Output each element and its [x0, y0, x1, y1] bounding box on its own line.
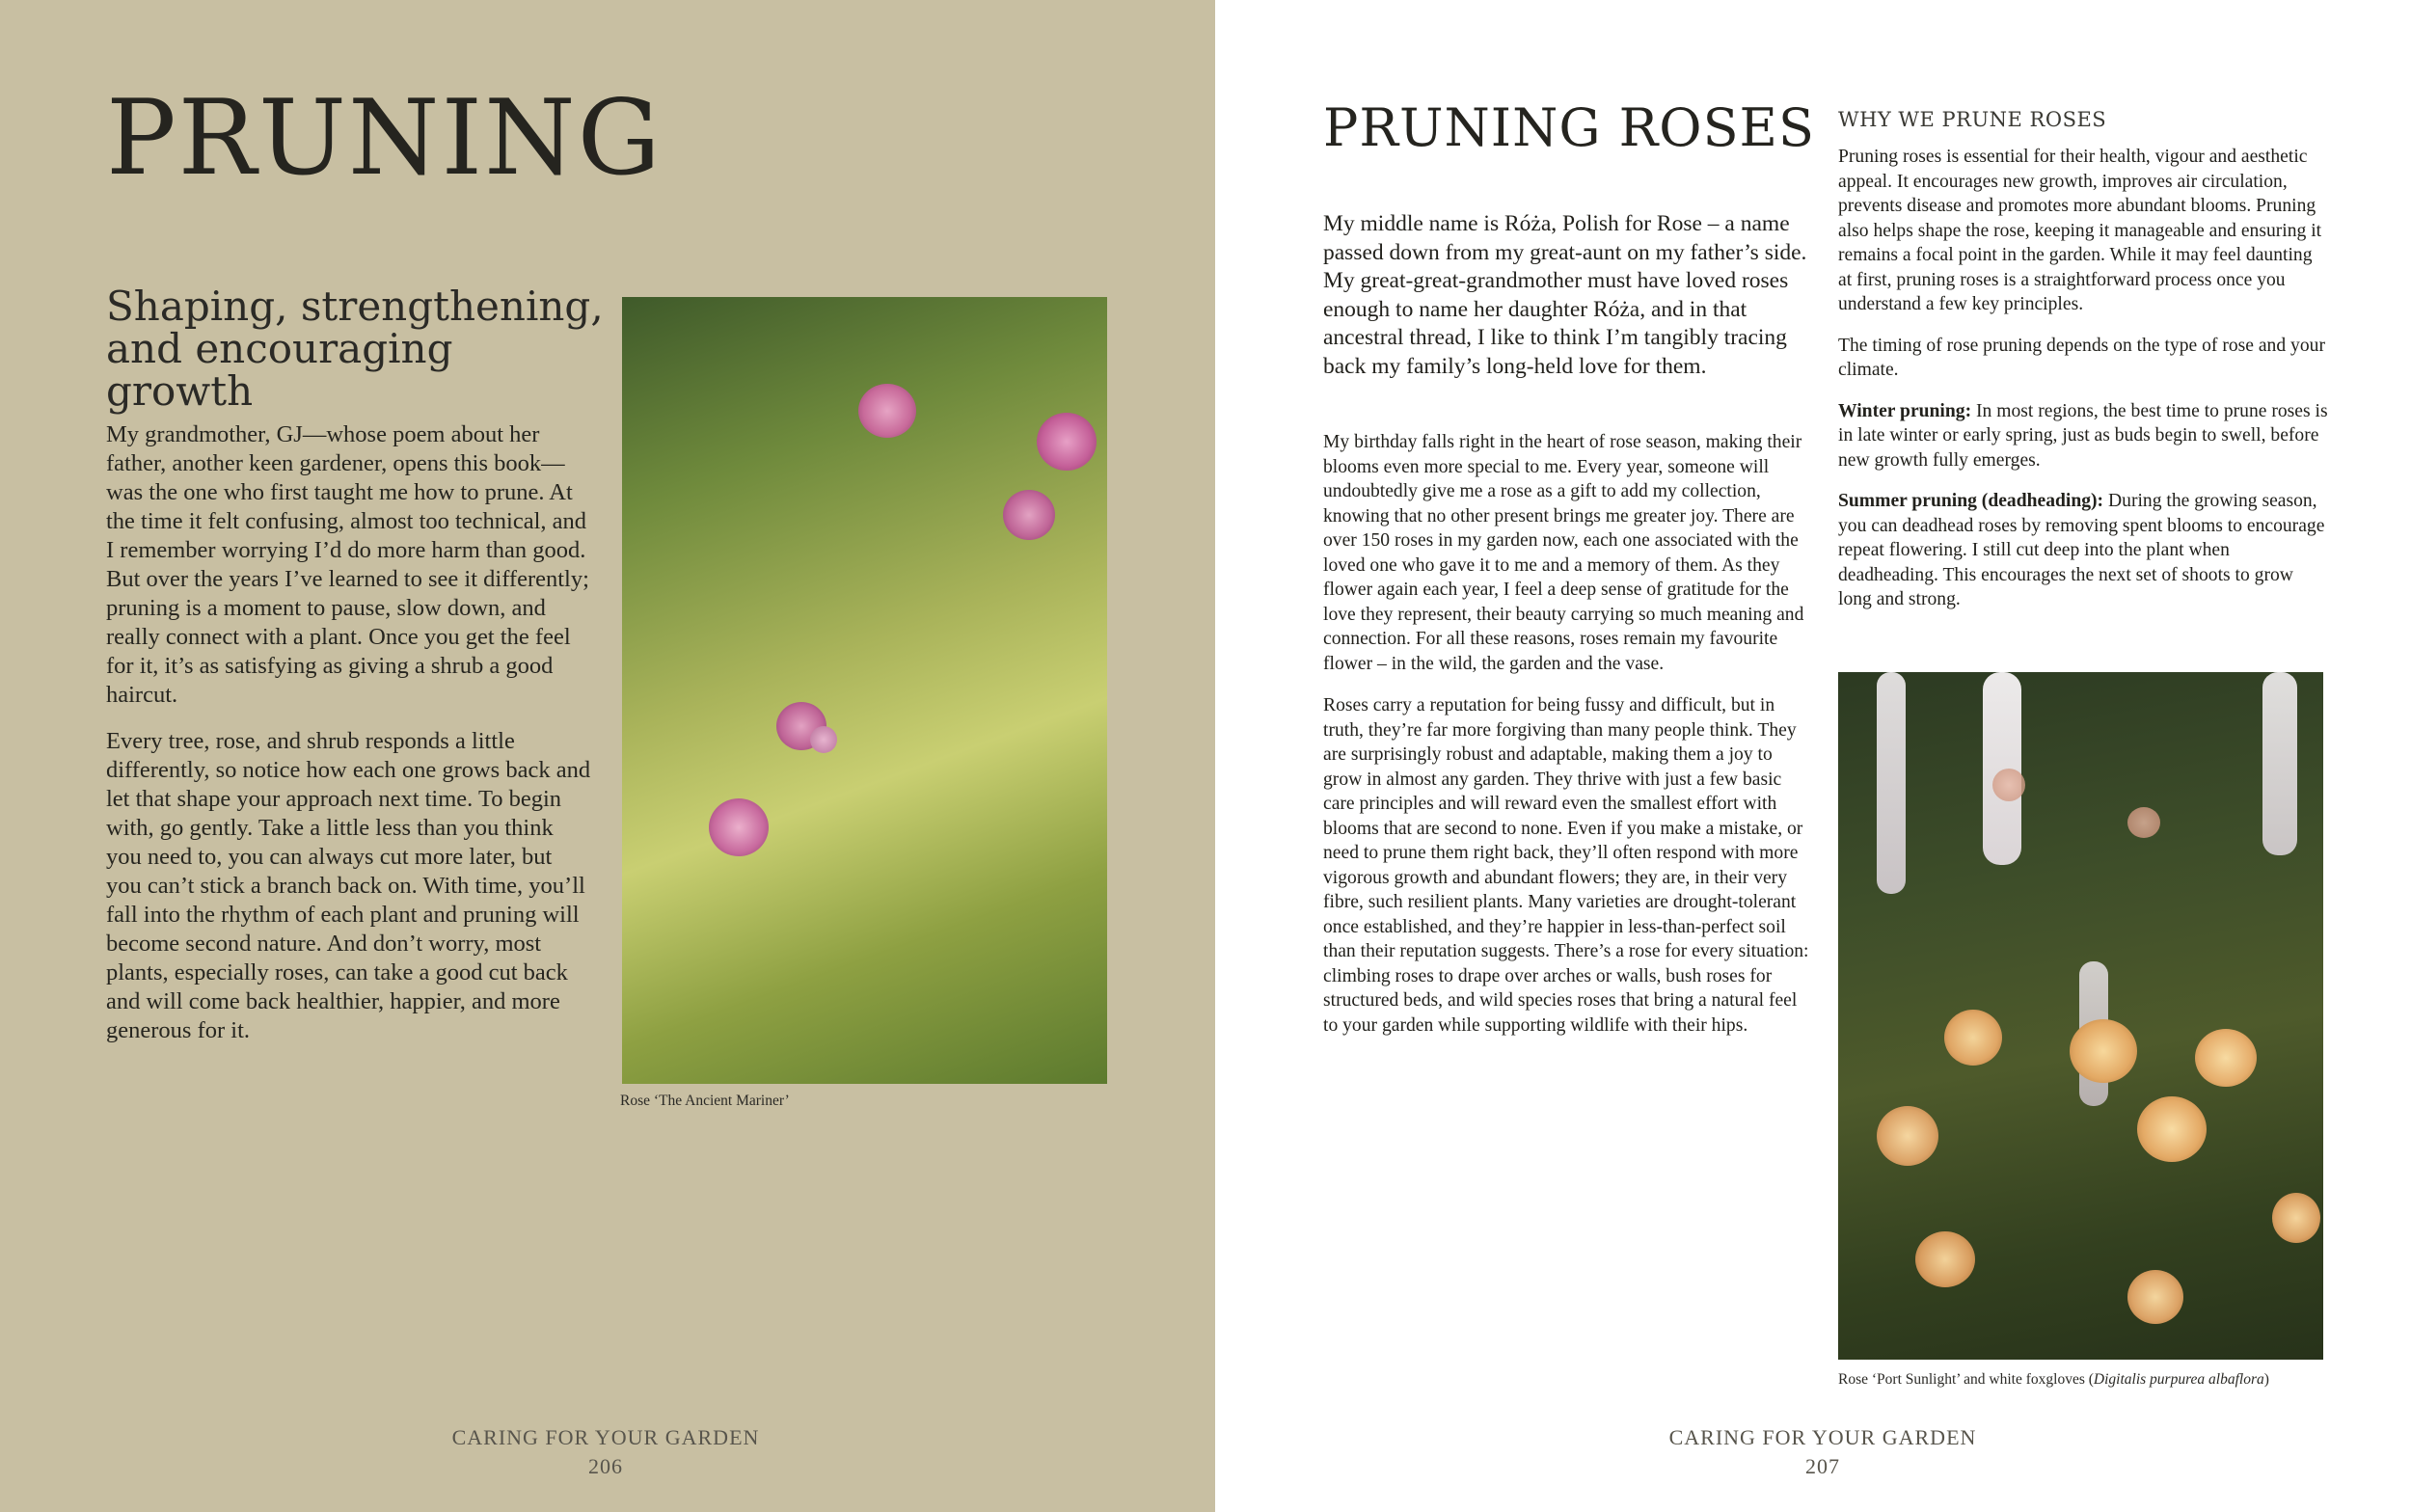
page-number: 207 — [1805, 1454, 1840, 1478]
page-footer — [1630, 1423, 2016, 1481]
summer-text: During the growing season, you can deadhead roses by removing spent blooms to encourage repeat flowering. I still cut deep into the plant when deadheading. This encourages the next set of shoots to grow long and strong. — [1838, 491, 2325, 609]
paragraph: My grandmother, GJ—whose poem about her father, another keen gardener, opens this book—was the one who first taught me how to prune. At the time it felt confusing, almost too technical, and I remember worrying I’d do more harm than good. But over the years I’ve learned to see it differently; pruning is a moment to pause, slow down, and really connect with a plant. Once you get the feel for it, it’s as satisfying as giving a shrub a good haircut. — [106, 421, 589, 708]
photo-caption: Rose ‘The Ancient Mariner’ — [620, 1093, 790, 1109]
right-body-text — [1838, 145, 2330, 629]
paragraph: The timing of rose pruning depends on the type of rose and your climate. — [1838, 335, 2325, 380]
caption-italic: Digitalis purpurea albaflora — [2093, 1371, 2264, 1388]
section-title: PRUNING ROSES — [1323, 97, 1815, 158]
intro-paragraph: My middle name is Róża, Polish for Rose – a name passed down from my great-aunt on my father’s side. My great-great-grandmother must have loved roses enough to name her daughter Róża, and in that ancestral thread, I like to think I’m tangibly tracing back my family’s long-held love for them. — [1323, 211, 1807, 379]
middle-body-text — [1323, 430, 1810, 1055]
page-number: 206 — [588, 1454, 623, 1478]
winter-text: In most regions, the best time to prune roses is in late winter or early spring, just as buds begin to swell, before new growth fully emerges. — [1838, 400, 2328, 471]
paragraph: My birthday falls right in the heart of rose season, making their blooms even more special to me. Every year, someone will undoubtedly give me a rose as a gift to add my collection, knowing that no other present brings me greater joy. There are over 150 roses in my garden now, each one associated with the loved one who gave it to me and a memory of them. As they flower again each year, I feel a deep sense of gratitude for the love they represent, their beauty carrying so much meaning and connection. For all these reasons, roses remain my favourite flower – in the wild, the garden and the vase. — [1323, 432, 1804, 674]
paragraph: Pruning roses is essential for their health, vigour and aesthetic appeal. It encourages new growth, improves air circulation, prevents disease and promotes more abundant blooms. Pruning also helps shape the rose, keeping it manageable and ensuring it remains a focal point in the garden. While it may feel daunting at first, pruning roses is a straightforward process once you understand a few key principles. — [1838, 147, 2322, 314]
footer-section: CARING FOR YOUR GARDEN — [1668, 1425, 1977, 1449]
page-subtitle: Shaping, strengthening, and encouraging growth — [106, 283, 604, 415]
summer-paragraph — [1838, 489, 2330, 612]
left-body-text — [106, 420, 593, 1063]
footer-section: CARING FOR YOUR GARDEN — [451, 1425, 760, 1449]
page-footer — [413, 1423, 799, 1481]
winter-paragraph — [1838, 399, 2330, 473]
rose-photo — [622, 297, 1107, 1084]
summer-label: Summer pruning (deadheading): — [1838, 491, 2104, 511]
paragraph: Roses carry a reputation for being fussy and difficult, but in truth, they’re far more forgiving than many people think. They are surprisingly robust and adaptable, making them a joy to grow in almost any garden. They thrive with just a few basic care principles and will reward even the smallest effort with blooms that are second to none. Even if you make a mistake, or need to prune them right back, they’ll often respond with more vigorous growth and abundant flowers; they are, in their very fibre, such resilient plants. Many varieties are drought-tolerant once established, and they’re happier in less-than-perfect soil than their reputation suggests. There’s a rose for every situation: climbing roses to drape over arches or walls, bush roses for structured beds, and wild species roses that bring a natural feel to your garden while supporting wildlife with their hips. — [1323, 695, 1809, 1036]
winter-label: Winter pruning: — [1838, 400, 1972, 421]
photo-caption — [1838, 1371, 2340, 1389]
paragraph: Every tree, rose, and shrub responds a little differently, so notice how each one grows back and let that shape your approach next time. To begin with, go gently. Take a little less than you think you need to, you can always cut more later, but you can’t stick a branch back on. With time, you’ll fall into the rhythm of each plant and pruning will become second nature. And don’t worry, most plants, especially roses, can take a good cut back and will come back healthier, happier, and more generous for it. — [106, 728, 591, 1043]
caption-main: Rose ‘Port Sunlight’ and white foxgloves ( — [1838, 1371, 2094, 1388]
foxglove-photo — [1838, 672, 2323, 1360]
why-heading: WHY WE PRUNE ROSES — [1838, 108, 2107, 131]
page-title: PRUNING — [106, 78, 663, 199]
caption-end: ) — [2263, 1371, 2269, 1388]
